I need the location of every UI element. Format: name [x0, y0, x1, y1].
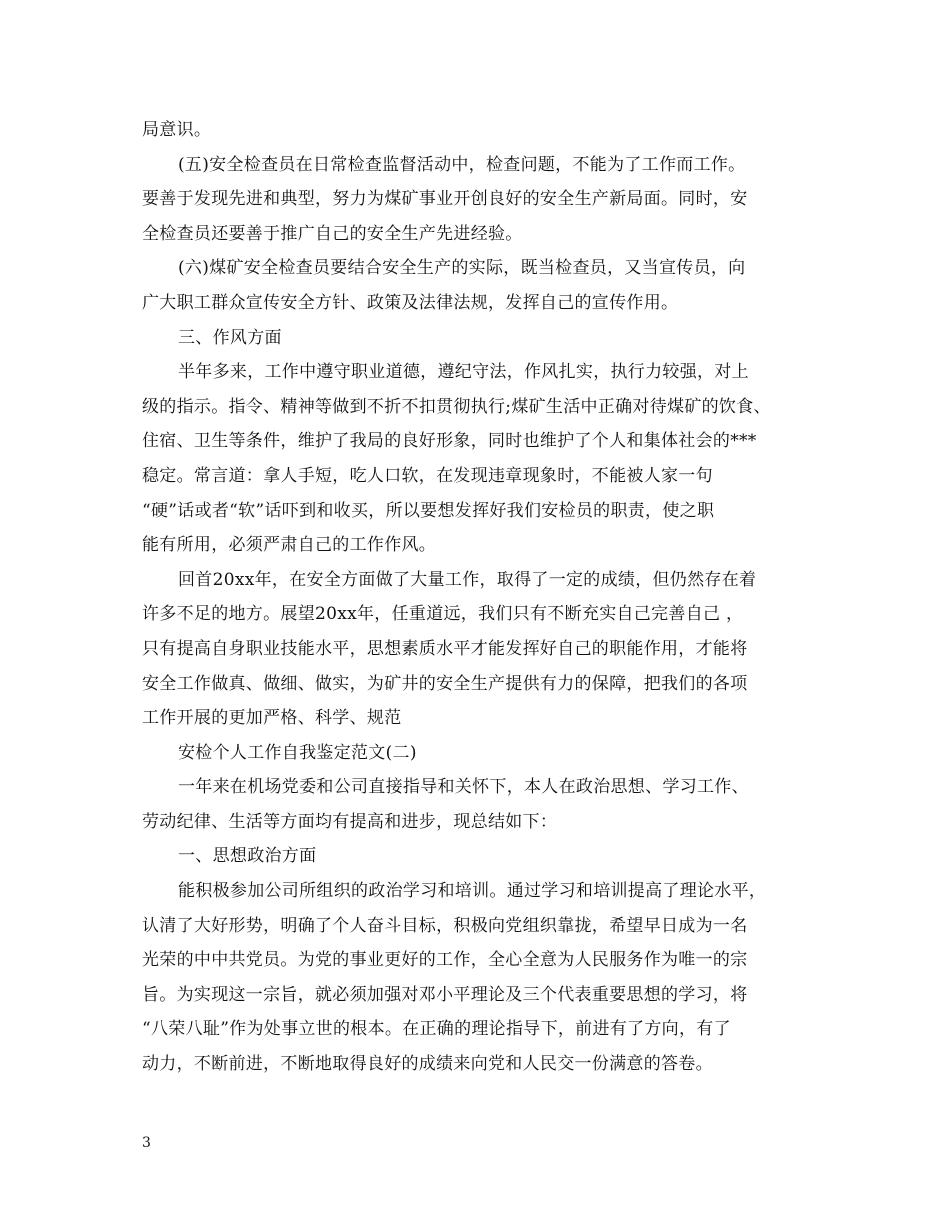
text-line: 动力，不断前进，不断地取得良好的成绩来向党和人民交一份满意的答卷。 — [142, 1054, 713, 1075]
text-line: 稳定。常言道：拿人手短，吃人口软，在发现违章现象时，不能被人家一句 — [142, 465, 713, 486]
text-line: 劳动纪律、生活等方面均有提高和进步，现总结如下： — [142, 811, 558, 832]
text-line: 旨。为实现这一宗旨，就必须加强对邓小平理论及三个代表重要思想的学习，将 — [142, 984, 748, 1005]
text-line: 要善于发现先进和典型，努力为煤矿事业开创良好的安全生产新局面。同时，安 — [142, 189, 748, 210]
section-title: 安检个人工作自我鉴定范文(二) — [178, 742, 417, 763]
text-line: (五)安全检查员在日常检查监督活动中，检查问题，不能为了工作而工作。 — [178, 154, 746, 175]
page-number: 3 — [142, 1135, 151, 1151]
text-line: 光荣的中中共党员。为党的事业更好的工作，全心全意为人民服务作为唯一的宗 — [142, 950, 748, 971]
text-line: 许多不足的地方。展望20xx年，任重道远，我们只有不断充实自己完善自己 ， — [142, 604, 744, 625]
text-line: 级的指示。指令、精神等做到不折不扣贯彻执行;煤矿生活中正确对待煤矿的饮食、 — [142, 396, 771, 417]
document-body — [142, 113, 818, 1082]
text-line: 住宿、卫生等条件，维护了我局的良好形象，同时也维护了个人和集体社会的*** — [142, 431, 757, 452]
text-line: 半年多来，工作中遵守职业道德，遵纪守法，作风扎实，执行力较强，对上 — [178, 362, 749, 383]
text-line: 全检查员还要善于推广自己的安全生产先进经验。 — [142, 223, 523, 244]
text-line: (六)煤矿安全检查员要结合安全生产的实际，既当检查员，又当宣传员，向 — [178, 258, 746, 279]
text-line: 一年来在机场党委和公司直接指导和关怀下，本人在政治思想、学习工作、 — [178, 777, 749, 798]
text-line: 工作开展的更加严格、科学、规范 — [142, 708, 402, 729]
text-line: 能积极参加公司所组织的政治学习和培训。通过学习和培训提高了理论水平， — [178, 881, 767, 902]
text-line: 能有所用，必须严肃自己的工作作风。 — [142, 535, 437, 556]
text-line: 只有提高自身职业技能水平，思想素质水平才能发挥好自己的职能作用，才能将 — [142, 638, 748, 659]
text-line: 安全工作做真、做细、做实，为矿井的安全生产提供有力的保障，把我们的各项 — [142, 673, 748, 694]
text-line: “硬”话或者“软”话吓到和收买，所以要想发挥好我们安检员的职责，使之职 — [142, 500, 715, 521]
text-line: 认清了大好形势，明确了个人奋斗目标，积极向党组织靠拢，希望早日成为一名 — [142, 915, 748, 936]
text-line: “八荣八耻”作为处事立世的根本。在正确的理论指导下，前进有了方向，有了 — [142, 1019, 731, 1040]
text-line: 广大职工群众宣传安全方针、政策及法律法规，发挥自己的宣传作用。 — [142, 292, 679, 313]
text-line: 局意识。 — [142, 120, 212, 140]
section-heading: 一、思想政治方面 — [178, 846, 317, 867]
text-line: 回首20xx年，在安全方面做了大量工作，取得了一定的成绩，但仍然存在着 — [178, 569, 757, 590]
section-heading: 三、作风方面 — [178, 327, 282, 348]
